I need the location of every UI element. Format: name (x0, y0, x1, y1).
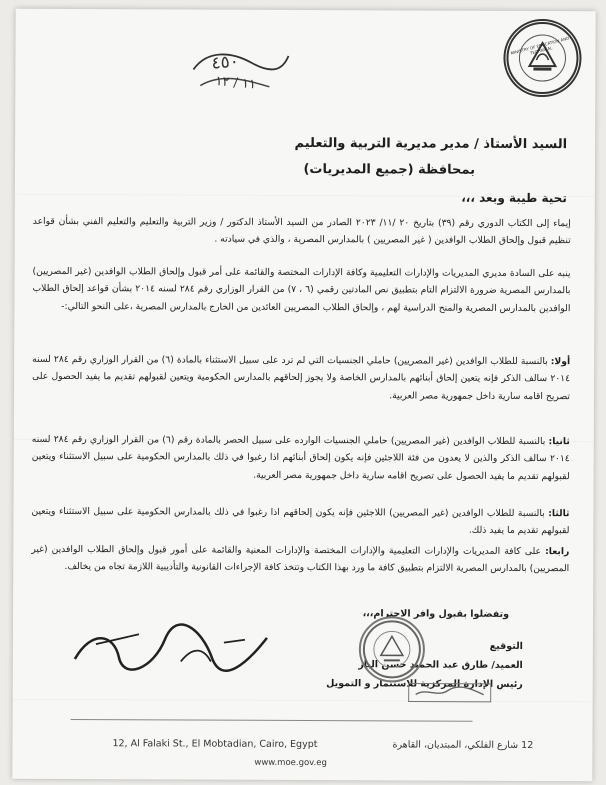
addressee-line-1: السيد الأستاذ / مدير مديرية التربية والتعليم (294, 135, 568, 153)
clause-second-text: بالنسبة للطلاب الوافدين (غير المصريين) حاملي الجنسيات الوارده على سبيل الحصر بالمادة رقم (٦) من القرار الوزاري رقم ٢٨٤ لسنه ٢٠١٤ سالف الذكر والذين لا يعدون من فئة اللاجئين فإنه يكون إلحاق أبنائهم اذا رغبوا في ذلك بالمدارس الحكومية على سبيل الاستثناء ويتعين لقبولهم تقديم ما يفيد الحصول على تصريح اقامه سارية داخل جمهورية مصر العربية. (31, 433, 570, 482)
handwritten-date: ١١ / ١٢ (214, 73, 257, 93)
handwritten-number: ٤٥٠ (210, 51, 240, 74)
clause-third-label: ثالثا: (548, 508, 570, 520)
clause-fourth (31, 541, 569, 578)
clause-first-text: بالنسبة للطلاب الوافدين (غير المصريين) حاملي الجنسيات التي لم ترد على سبيل الاستثناء بالمادة (٦) من القرار الوزاري رقم ٢٨٤ لسنه ٢٠١٤ سالف الذكر فإنه يتعين إلحاق أبنائهم بالمدارس الخاصة ولا يجوز إلحاقهم بالمدارس الحكومية ويتعين لقبولهم تقديم ما يفيد الحصول على تصريح اقامه سارية داخل جمهورية مصر العربية. (32, 353, 571, 402)
paragraph-intro-text: إيماء إلى الكتاب الدوري رقم (٣٩) بتاريخ ٢٠ /١١/ ٢٠٢٣ الصادر من السيد الأستاذ الدكتور / وزير التربية والتعليم والتعليم الفني بشأن قواعد تنظيم قبول وإلحاق الطلاب الوافدين ( غير المصريين ) بالمدارس المصرية ، والذي في سيادته . (32, 215, 571, 247)
official-stamp-icon (359, 616, 425, 682)
clause-fourth-text: على كافة المديريات والإدارات التعليمية والإدارات المختصة والإدارات المعنية والقائمة على أمور قبول وإلحاق الطلاب الوافدين (غير المصريين) بالمدارس المصرية الالتزام بتطبيق كافة ما ورد بهذا الكتاب وتتخذ كافة الإجراءات القانونية والتأديبية اللازمة تجاه من يخالف. (31, 543, 570, 575)
paragraph-instruction (32, 263, 570, 317)
footer-divider (71, 719, 473, 722)
clause-second-label: ثانيا: (548, 436, 570, 448)
scan-texture-line (13, 699, 593, 703)
clause-fourth-label: رابعا: (545, 546, 570, 558)
paragraph-intro (33, 213, 571, 250)
paragraph-instruction-text: ينبه على السادة مديري المديريات والإدارات التعليمية وكافة الإدارات المختصة والقائمة على أمر قبول وإلحاق الطلاب الوافدين (غير المصريين) بالمدارس المصرية ضرورة الالتزام التام بتطبيق نص المادتين رقمي (٦ ، ٧) من القرار الوزاري رقم ٢٨٤ لسنه ٢٠١٤ بشأن قواعد إلحاق الطلاب الوافدين بالمدارس المصرية والمنح الدراسية لهم ، وإلحاق الطلاب المصريين العائدين من الخارج بالمدارس المصرية ،على النحو التالي:- (32, 265, 571, 314)
signatory-title: العميد/ (491, 659, 523, 671)
document-page (12, 9, 595, 782)
footer-address-arabic: 12 شارع الفلكي، المبتديان، القاهرة (392, 739, 534, 752)
signature-label: التوقيع (489, 640, 523, 652)
clause-third (31, 503, 569, 540)
footer-address-english: 12, Al Falaki St., El Mobtadian, Cairo, Egypt (112, 738, 318, 751)
handwritten-reference-note (185, 44, 295, 99)
handwritten-signature (67, 619, 287, 680)
clause-third-text: بالنسبة للطلاب الوافدين (غير المصريين) اللاجئين فإنه يكون إلحاقهم اذا رغبوا في ذلك بالمدارس الحكومية على سبيل الاستثناء ويتعين لقبولهم تقديم ما يفيد ذلك. (31, 505, 570, 537)
clause-first-label: أولا: (550, 356, 571, 368)
greeting: تحية طيبة وبعد ،،، (461, 190, 567, 206)
footer-website: www.moe.gov.eg (254, 757, 327, 769)
seal-text: MINISTRY OF EDUCATION AND TECHNICAL (510, 35, 570, 56)
signatory-name: طارق عبد الحميد حسن الباز (358, 659, 489, 671)
signatory-position: رئيس الإدارة المركزية للاستثمار و التمويل (326, 678, 523, 690)
closing: وتفضلوا بقبول وافر الاحترام،،، (362, 608, 510, 620)
clause-first (32, 351, 570, 405)
addressee-line-2: بمحافظة (جميع المديريات) (303, 161, 476, 178)
